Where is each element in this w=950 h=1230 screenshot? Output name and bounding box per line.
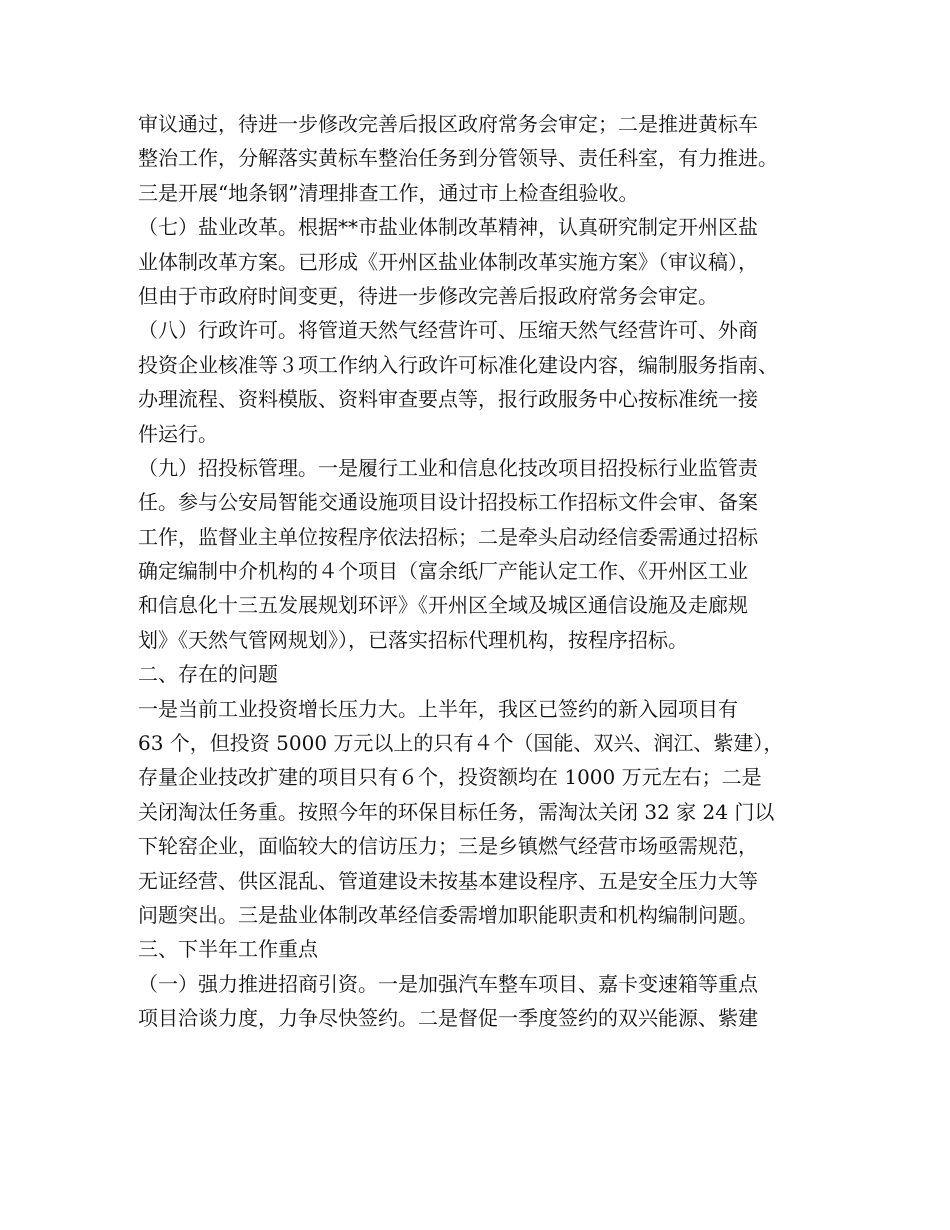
text-line: 划》《天然气管网规划》），已落实招标代理机构，按程序招标。 (138, 627, 688, 652)
section-heading-9: （九）招投标管理。一是履行工业和信息化技改项目招投标行业监管责 (138, 455, 758, 480)
text-line: 三是开展“地条钢”清理排查工作，通过市上检查组验收。 (138, 180, 639, 205)
section-heading-problems: 二、存在的问题 (138, 662, 278, 687)
text-line: 存量企业技改扩建的项目只有６个，投资额均在 1000 万元左右；二是 (138, 765, 762, 790)
text-line: 业体制改革方案。已形成《开州区盐业体制改革实施方案》（审议稿）， (138, 249, 758, 274)
text-line: 确定编制中介机构的４个项目（富余纸厂产能认定工作、《开州区工业 (138, 559, 748, 584)
section-heading-7: （七）盐业改革。根据**市盐业体制改革精神，认真研究制定开州区盐 (138, 215, 758, 240)
text-line: 但由于市政府时间变更，待进一步修改完善后报政府常务会审定。 (138, 283, 718, 308)
text-line: 下轮窑企业，面临较大的信访压力；三是乡镇燃气经营市场亟需规范， (138, 834, 758, 859)
text-line: 工作，监督业主单位按程序依法招标；二是牵头启动经信委需通过招标 (138, 524, 758, 549)
text-line: 关闭淘汰任务重。按照今年的环保目标任务，需淘汰关闭 32 家 24 门以 (138, 799, 775, 824)
text-line: 项目洽谈力度，力争尽快签约。二是督促一季度签约的双兴能源、紫建 (138, 1006, 758, 1031)
text-line: 一是当前工业投资增长压力大。上半年，我区已签约的新入园项目有 (138, 696, 738, 721)
text-line: 件运行。 (138, 421, 218, 446)
text-line: 问题突出。三是盐业体制改革经信委需增加职能职责和机构编制问题。 (138, 902, 758, 927)
section-heading-1: （一）强力推进招商引资。一是加强汽车整车项目、嘉卡变速箱等重点 (138, 971, 758, 996)
section-heading-8: （八）行政许可。将管道天然气经营许可、压缩天然气经营许可、外商 (138, 318, 758, 343)
document-body (138, 107, 838, 1036)
text-line: 办理流程、资料模版、资料审查要点等，报行政服务中心按标准统一接 (138, 387, 758, 412)
text-line: 和信息化十三五发展规划环评》《开州区全域及城区通信设施及走廊规 (138, 593, 748, 618)
text-line: 整治工作，分解落实黄标车整治任务到分管领导、责任科室，有力推进。 (138, 146, 778, 171)
text-line: 任。参与公安局智能交通设施项目设计招投标工作招标文件会审、备案 (138, 490, 758, 515)
section-heading-h2-focus: 三、下半年工作重点 (138, 937, 318, 962)
text-line: 63 个，但投资 5000 万元以上的只有４个（国能、双兴、润江、紫建）， (138, 731, 784, 756)
text-line: 审议通过，待进一步修改完善后报区政府常务会审定；二是推进黄标车 (138, 112, 758, 136)
text-line: 无证经营、供区混乱、管道建设未按基本建设程序、五是安全压力大等 (138, 868, 758, 893)
text-line: 投资企业核准等３项工作纳入行政许可标准化建设内容，编制服务指南、 (138, 352, 778, 377)
